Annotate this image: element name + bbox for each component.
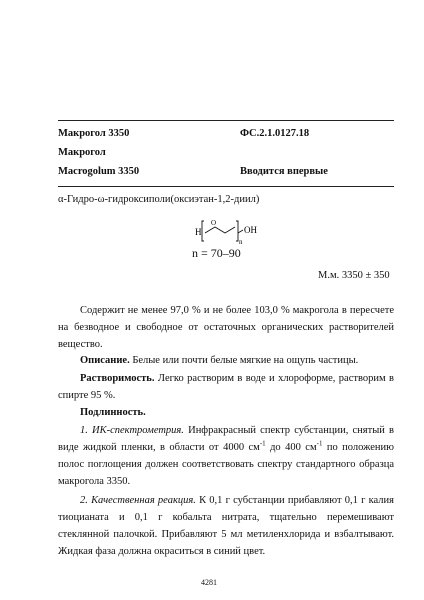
solubility-text: Легко растворим в воде и хлороформе, растворим в спирте 95 %. [58,373,394,401]
qualitative-text-block [58,492,394,560]
solubility-paragraph [58,370,394,404]
header-bottom-rule [58,186,394,187]
ir-text-part-3: по положению полос поглощения должен соответствовать спектру стандартного образца макрогола 3350. [58,442,395,487]
monograph-code: ФС.2.1.0127.18 [240,128,310,139]
content-paragraph [58,302,394,353]
header-top-rule [58,120,394,121]
ir-superscript-1: -1 [259,439,266,448]
identity-heading-block [58,404,394,421]
content-text: Содержит не менее 97,0 % и не более 103,0 % макрогола в пересчете на безводное и свободное от остаточных органических растворителей вещество. [58,305,394,350]
ir-text-part-2: до 400 см [265,442,317,453]
qualitative-label: 2. Качественная реакция. [80,495,196,506]
monograph-name-latin: Macrogolum 3350 [58,166,140,177]
structural-formula-svg [195,215,275,245]
monograph-status: Вводится впервые [240,166,328,177]
solubility-line [58,370,394,404]
ir-text-part-1: Инфракрасный спектр субстанции, снятый в виде жидкой пленки, в области от 4000 см [58,425,394,453]
identity-heading: Подлинность. [80,407,146,418]
ir-paragraph [58,422,394,490]
formula-left-bracket [202,221,204,241]
formula-right-bracket [236,221,238,241]
molecular-mass: М.м. 3350 ± 350 [318,270,390,281]
formula-o-label: O [211,219,217,227]
qualitative-reaction-paragraph [58,492,394,560]
ir-superscript-2: -1 [316,439,323,448]
formula-end-bond [238,230,243,233]
formula-h-label: H [195,227,202,237]
monograph-name-ru: Макрогол 3350 [58,128,130,139]
description-line [58,352,394,369]
page-number: 4281 [201,578,217,587]
formula-n-subscript: n [239,238,243,245]
formula-oh-label: OH [244,225,257,235]
structural-formula [195,215,275,250]
qualitative-text: К 0,1 г субстанции прибавляют 0,1 г калия тиоцианата и 0,1 г кобальта нитрата, тщательно перемешивают стеклянной палочкой. Прибавляют 5 мл метиленхлорида и взбалтывают. Жидкая фаза должна окраситься в синий цвет. [58,495,394,557]
chemical-name: α-Гидро-ω-гидроксиполи(оксиэтан-1,2-диил) [58,194,260,205]
description-text: Белые или почти белые мягкие на ощупь частицы. [129,355,359,366]
description-label: Описание. [80,355,130,366]
description-paragraph [58,352,394,369]
ir-label: 1. ИК-спектрометрия. [80,425,184,436]
monograph-name-ru-short: Макрогол [58,147,106,158]
formula-chain [205,227,235,233]
degree-of-polymerization: n = 70–90 [192,246,241,260]
ir-text-block [58,422,394,490]
solubility-label: Растворимость. [80,373,155,384]
